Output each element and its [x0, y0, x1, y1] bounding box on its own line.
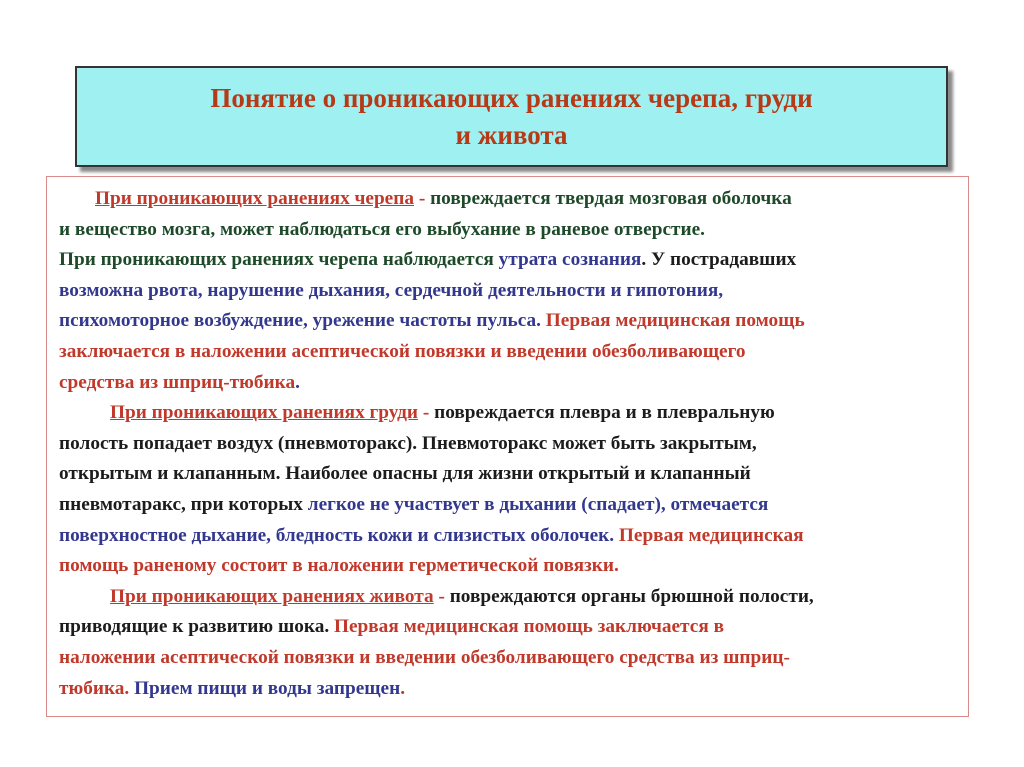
- skull-line-7: [59, 368, 968, 399]
- skull-line-3: [59, 245, 968, 276]
- chest-text-5b: Первая медицинская: [618, 524, 804, 546]
- skull-text-1: повреждается твердая мозговая оболочка: [430, 188, 792, 209]
- chest-line-2: [59, 429, 968, 460]
- skull-text-3b: утрата сознания: [498, 249, 642, 271]
- skull-line-6: [59, 337, 968, 368]
- abdomen-text-1: повреждаются органы брюшной полости,: [449, 585, 814, 607]
- skull-text-5a: психомоторное возбуждение, урежение частоты пульса.: [59, 310, 546, 332]
- abdomen-line-2: [59, 612, 968, 643]
- abdomen-line-4: [59, 674, 968, 705]
- chest-line-3: [59, 459, 968, 490]
- body-text: [59, 184, 968, 704]
- abdomen-dash: -: [433, 585, 450, 607]
- abdomen-text-2b: Первая медицинская помощь заключается в: [333, 616, 724, 638]
- skull-text-4: возможна рвота, нарушение дыхания, сердечной деятельности и гипотония,: [59, 279, 724, 301]
- skull-heading: При проникающих ранениях черепа: [95, 188, 414, 209]
- skull-dash: -: [414, 188, 431, 209]
- abdomen-text-3: наложении асептической повязки и введении обезболивающего средства из шприц-: [59, 646, 790, 668]
- skull-line-5: [59, 306, 968, 337]
- chest-text-3: открытым и клапанным. Наиболее опасны для жизни открытый и клапанный: [59, 463, 751, 485]
- abdomen-line-1: [59, 582, 968, 613]
- skull-line-2: [59, 215, 968, 246]
- title-banner: [75, 66, 948, 167]
- chest-text-2: полость попадает воздух (пневмоторакс). Пневмоторакс может быть закрытым,: [59, 432, 757, 454]
- chest-heading: При проникающих ранениях груди: [110, 402, 419, 424]
- chest-line-5: [59, 521, 968, 552]
- skull-text-7b: .: [295, 371, 300, 393]
- title-line-1: Понятие о проникающих ранениях черепа, груди: [210, 82, 813, 113]
- chest-text-6: помощь раненому состоит в наложении герметической повязки.: [59, 555, 619, 577]
- abdomen-text-2a: приводящие к развитию шока.: [59, 616, 334, 638]
- content-frame: [46, 176, 969, 717]
- abdomen-heading: При проникающих ранениях живота: [110, 585, 434, 607]
- chest-text-1: повреждается плевра и в плевральную: [434, 402, 775, 424]
- chest-line-1: [59, 398, 968, 429]
- chest-text-4b: легкое не участвует в дыхании (спадает), отмечается: [307, 493, 769, 515]
- skull-text-3c: . У пострадавших: [641, 249, 797, 271]
- skull-text-3a: При проникающих ранениях черепа наблюдается: [59, 249, 499, 271]
- skull-line-4: [59, 276, 968, 307]
- abdomen-text-4a: тюбика.: [59, 677, 135, 699]
- abdomen-text-4b: Прием пищи и воды запрещен: [134, 677, 401, 699]
- chest-text-4a: пневмотаракс, при которых: [59, 493, 308, 515]
- title-line-2: и живота: [455, 119, 568, 150]
- skull-text-6: заключается в наложении асептической повязки и введении обезболивающего: [59, 340, 746, 362]
- skull-text-7a: средства из шприц-тюбика: [59, 371, 296, 393]
- skull-text-2: и вещество мозга, может наблюдаться его выбухание в раневое отверстие.: [59, 218, 705, 240]
- abdomen-text-4c: .: [400, 677, 406, 699]
- chest-line-4: [59, 490, 968, 521]
- chest-text-5a: поверхностное дыхание, бледность кожи и слизистых оболочек.: [59, 524, 619, 546]
- chest-dash: -: [418, 402, 435, 424]
- skull-text-5b: Первая медицинская помощь: [545, 310, 805, 332]
- skull-line-1: [59, 184, 968, 215]
- page-title: [210, 80, 812, 154]
- chest-line-6: [59, 551, 968, 582]
- abdomen-line-3: [59, 643, 968, 674]
